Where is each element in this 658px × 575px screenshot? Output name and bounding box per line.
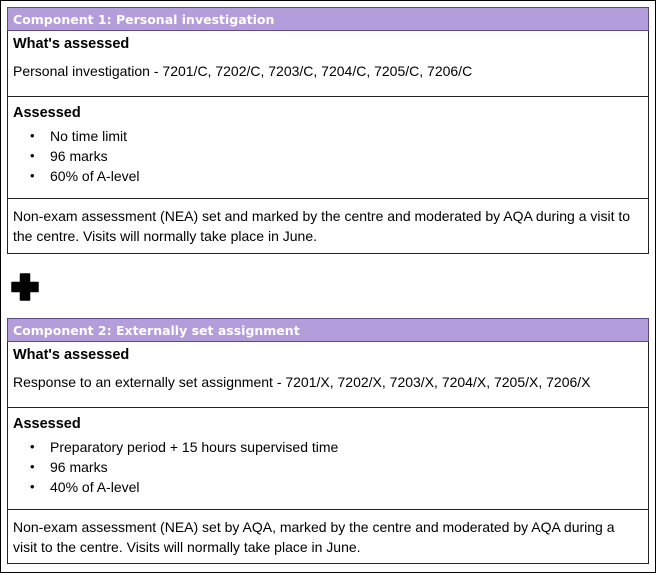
- assessed-list: [13, 126, 642, 186]
- component-2-assessed: [7, 408, 649, 510]
- component-2-box: [7, 318, 649, 564]
- plus-icon: [10, 272, 40, 302]
- list-item: • Preparatory period + 15 hours supervised time: [13, 437, 642, 457]
- whats-assessed-text: Response to an externally set assignment - 7201/X, 7202/X, 7203/X, 7204/X, 7205/X, 7206/X: [13, 374, 591, 390]
- component-2-note: [7, 510, 649, 564]
- list-item: • 60% of A-level: [13, 166, 642, 186]
- note-text: Non-exam assessment (NEA) set and marked by the centre and moderated by AQA during a visit to the centre. Visits will normally take place in June.: [13, 208, 631, 244]
- assessed-list: [13, 437, 642, 497]
- component-2-whats-assessed: [7, 342, 649, 408]
- assessed-title: Assessed: [13, 105, 81, 121]
- list-item: • 96 marks: [13, 457, 642, 477]
- component-2-header: Component 2: Externally set assignment: [7, 318, 649, 342]
- assessed-title: Assessed: [13, 416, 81, 432]
- whats-assessed-title: What's assessed: [13, 347, 130, 363]
- whats-assessed-title: What's assessed: [13, 36, 130, 52]
- component-1-whats-assessed: [7, 31, 649, 97]
- list-item: • 40% of A-level: [13, 477, 642, 497]
- component-1-box: [7, 7, 649, 254]
- list-item: • 96 marks: [13, 146, 642, 166]
- note-text: Non-exam assessment (NEA) set by AQA, marked by the centre and moderated by AQA during a visit to the centre. Visits will normally take place in June.: [13, 519, 615, 555]
- component-1-assessed: [7, 97, 649, 199]
- whats-assessed-text: Personal investigation - 7201/C, 7202/C, 7203/C, 7204/C, 7205/C, 7206/C: [13, 63, 473, 79]
- component-1-note: [7, 199, 649, 254]
- list-item: • No time limit: [13, 126, 642, 146]
- component-1-header: Component 1: Personal investigation: [7, 7, 649, 31]
